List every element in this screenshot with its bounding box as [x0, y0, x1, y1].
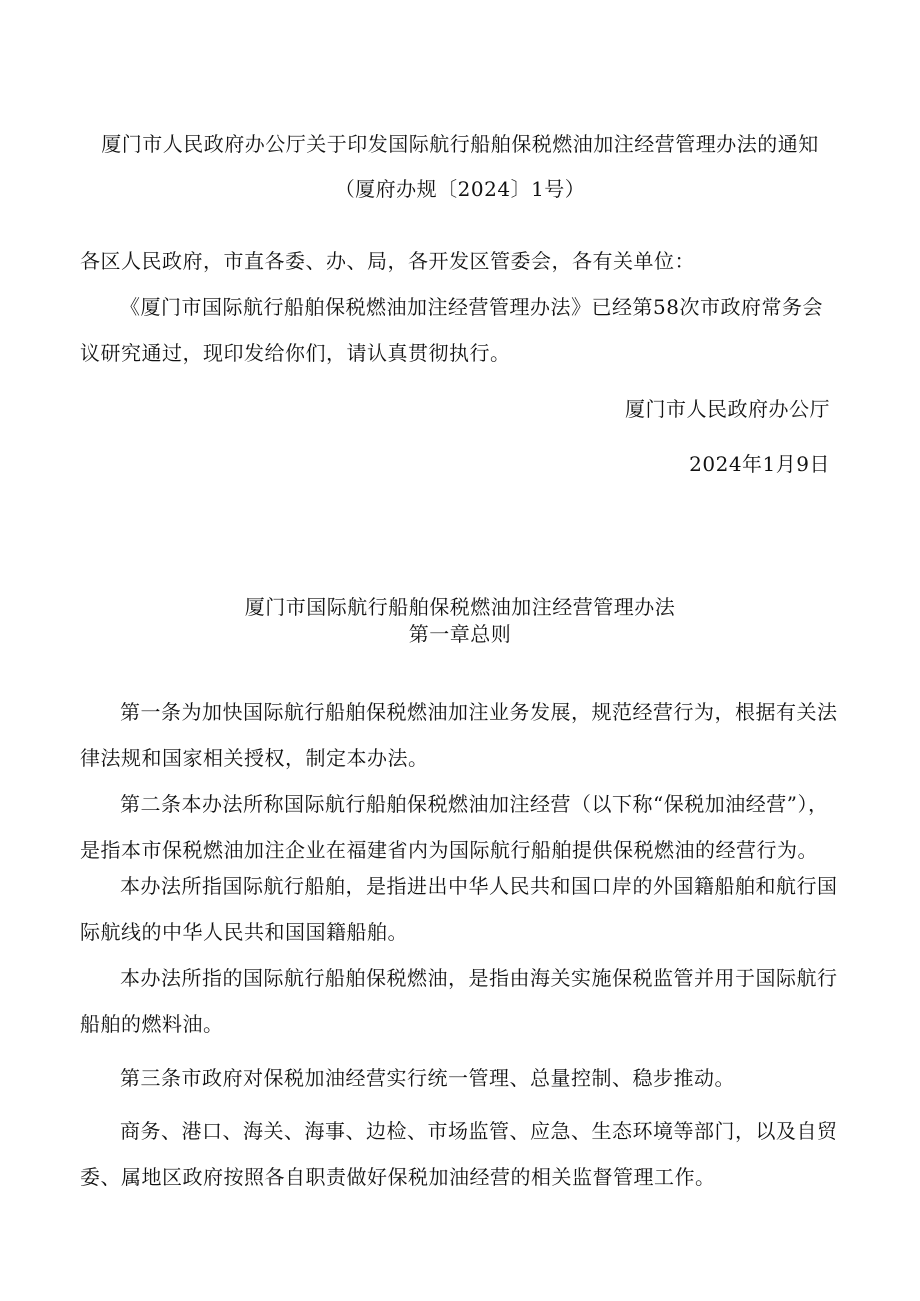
notice-addressee: 各区人民政府，市直各委、办、局，各开发区管委会，各有关单位：: [80, 249, 695, 273]
chapter-heading: 第一章总则: [408, 622, 512, 646]
notice-date: 2024年1月9日: [689, 452, 830, 476]
notice-body: 《厦门市国际航行船舶保税燃油加注经营管理办法》已经第58次市政府常务会议研究通过，现印发给你们，请认真贯彻执行。: [80, 295, 823, 365]
notice-title: 厦门市人民政府办公厅关于印发国际航行船舶保税燃油加注经营管理办法的通知: [101, 132, 819, 156]
article-2-para-2: 本办法所指国际航行船舶，是指进出中华人民共和国口岸的外国籍船舶和航行国际航线的中华人民共和国国籍船舶。: [80, 874, 838, 944]
article-3-para-2: 商务、港口、海关、海事、边检、市场监管、应急、生态环境等部门，以及自贸委、属地区政府按照各自职责做好保税加油经营的相关监督管理工作。: [80, 1119, 838, 1189]
article-2-para-3: 本办法所指的国际航行船舶保税燃油，是指由海关实施保税监管并用于国际航行船舶的燃料油。: [80, 966, 838, 1036]
regulation-title: 厦门市国际航行船舶保税燃油加注经营管理办法: [244, 595, 676, 619]
article-2: 第二条本办法所称国际航行船舶保税燃油加注经营（以下称“保税加油经营”），是指本市保税燃油加注企业在福建省内为国际航行船舶提供保税燃油的经营行为。: [80, 792, 829, 862]
notice-doc-number: （厦府办规〔2024〕1号）: [334, 177, 586, 201]
article-1: 第一条为加快国际航行船舶保税燃油加注业务发展，规范经营行为，根据有关法律法规和国家相关授权，制定本办法。: [80, 700, 838, 770]
notice-issuer: 厦门市人民政府办公厅: [625, 397, 830, 421]
article-3: 第三条市政府对保税加油经营实行统一管理、总量控制、稳步推动。: [120, 1066, 735, 1090]
